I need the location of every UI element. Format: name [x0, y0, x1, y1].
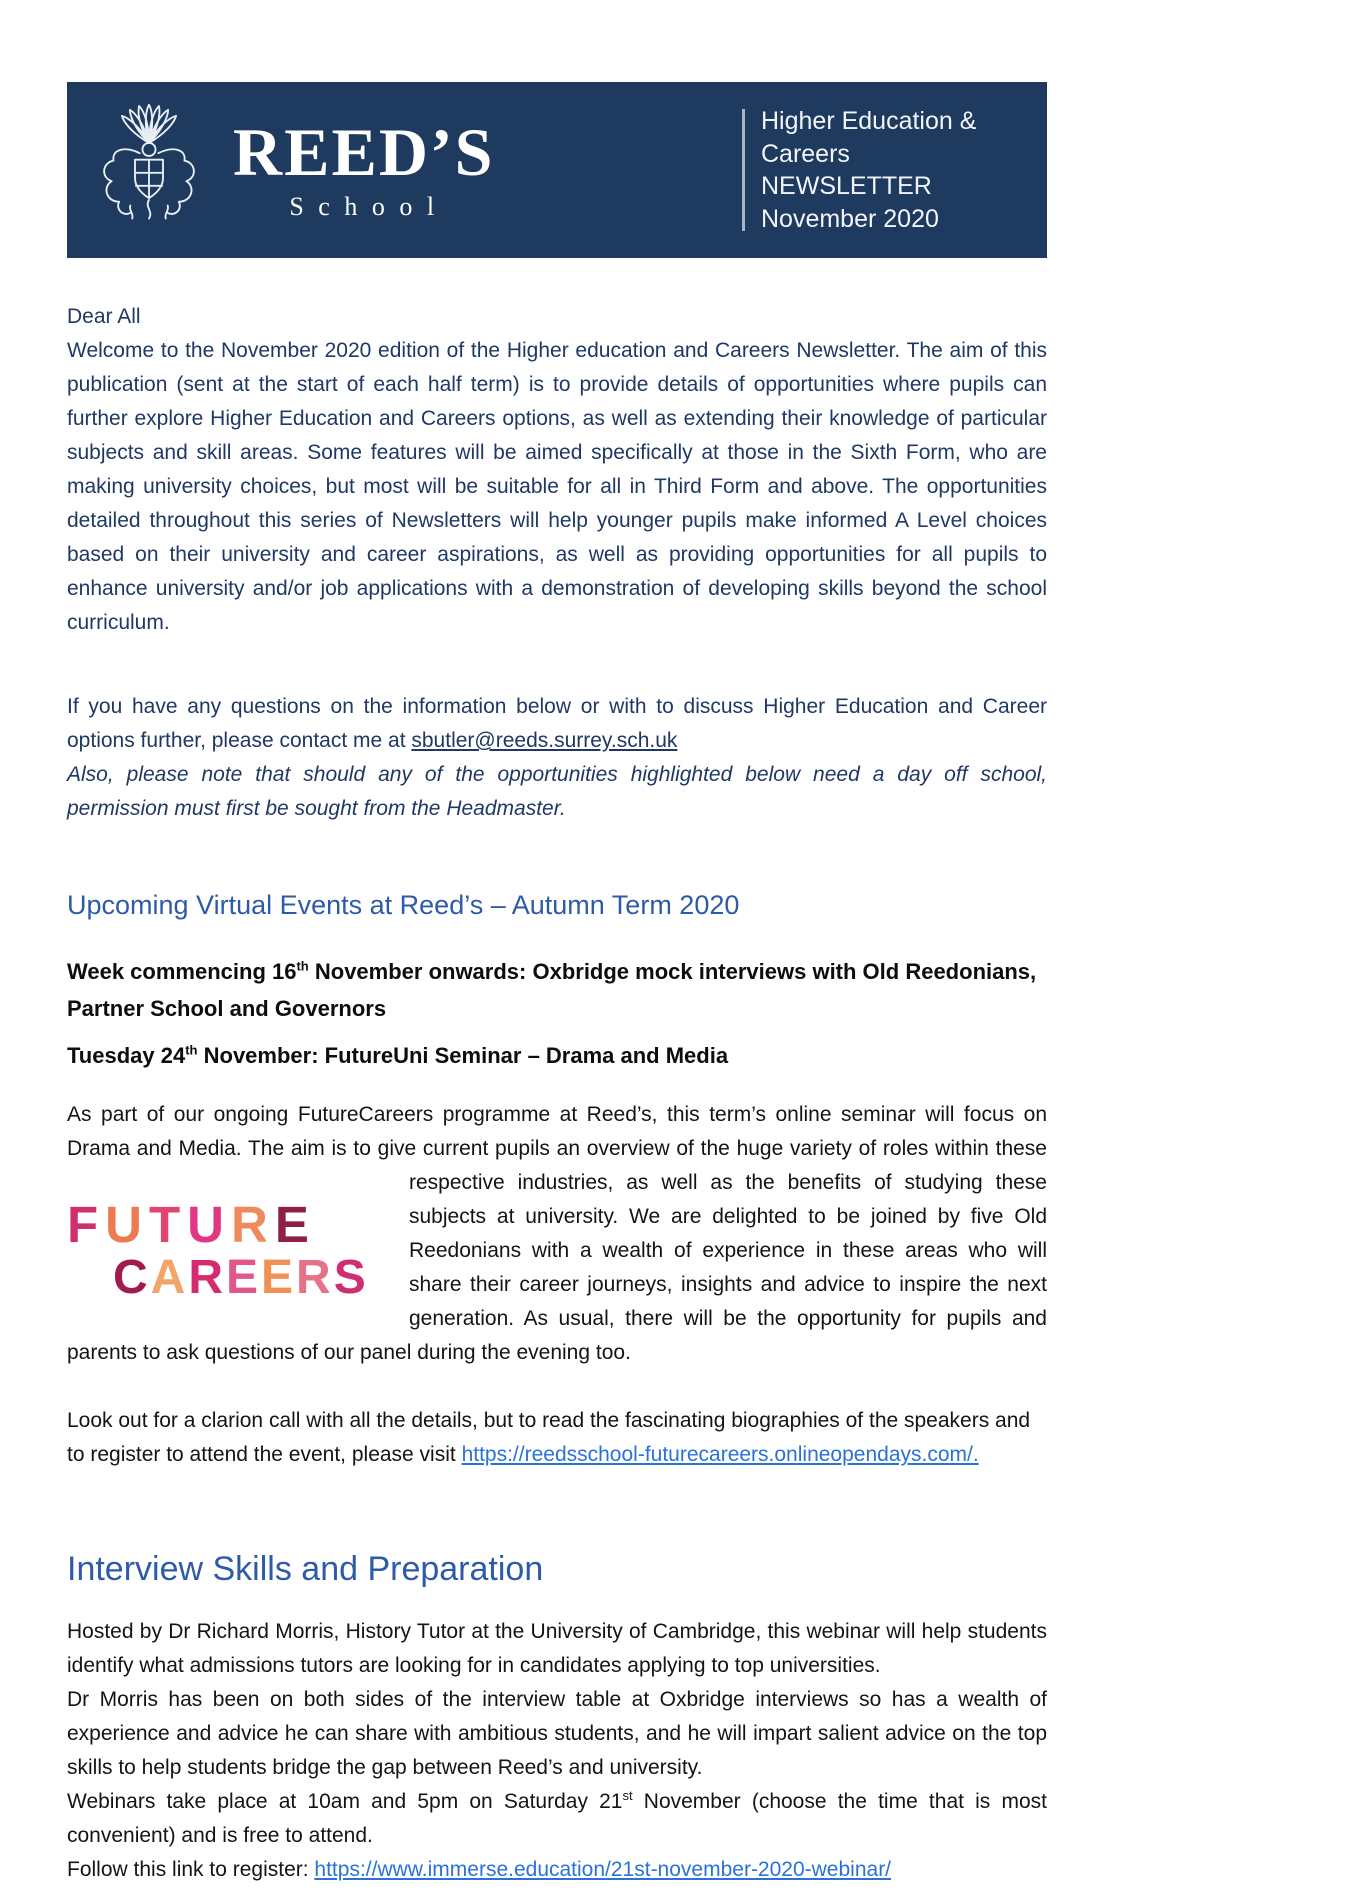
newsletter-title-line3: November 2020	[761, 204, 939, 233]
immerse-link[interactable]: https://www.immerse.education/21st-november-2020-webinar/	[314, 1858, 892, 1881]
event-line-oxbridge	[67, 953, 1047, 1027]
intro-paragraph: Welcome to the November 2020 edition of the Higher education and Careers Newsletter. The aim of this publication (sent at the start of each half term) is to provide details of opportunities where pupils can further explore Higher Education and Careers options, as well as extending their knowledge of particular subjects and skill areas. Some features will be aimed specifically at those in the Sixth Form, who are making university choices, but most will be suitable for all in Third Form and above. The opportunities detailed throughout this series of Newsletters will help younger pupils make informed A Level choices based on their university and career aspirations, as well as providing opportunities for all pupils to enhance university and/or job applications with a demonstration of developing skills beyond the school curriculum.	[67, 339, 1047, 634]
newsletter-title-block	[761, 105, 1023, 235]
event-line-futureuni	[67, 1037, 1047, 1074]
future-careers-logo-line1: FUTURE	[67, 1195, 316, 1253]
event1-ordinal: th	[296, 958, 309, 974]
newsletter-title-line2: NEWSLETTER	[761, 172, 932, 200]
event2-text: Tuesday 24	[67, 1043, 186, 1068]
greeting: Dear All	[67, 305, 141, 328]
event2-text-rest: November: FutureUni Seminar – Drama and Media	[197, 1043, 729, 1068]
register-paragraph	[67, 1404, 1047, 1472]
register-text: Look out for a clarion call with all the details, but to read the fascinating biographies of the speakers and to register to attend the event, please visit	[67, 1409, 1031, 1466]
future-careers-logo-line2: CAREERS	[113, 1250, 369, 1304]
webinar-ordinal: st	[622, 1788, 633, 1803]
futurecareers-paragraph	[67, 1098, 1047, 1370]
permission-note: Also, please note that should any of the opportunities highlighted below need a day off school, permission must first be sought from the Headmaster.	[67, 763, 1047, 820]
follow-link-paragraph	[67, 1853, 1047, 1887]
banner-divider	[742, 109, 745, 231]
webinar-times-paragraph	[67, 1785, 1047, 1853]
header-banner	[67, 82, 1047, 258]
school-subtitle: S c h o o l	[289, 192, 439, 221]
event1-text-rest: November onwards: Oxbridge mock interviews with Old Reedonians,	[308, 959, 1037, 984]
futurecareers-text-after: industries, as well as the benefits of studying these subjects at university. We are delighted to be joined by five Old Reedonians with a wealth of experience in these areas who will share their career journeys, insights and advice to inspire the next generation. As usual, there will be the opportunity for pupils and parents to ask questions of our panel during the evening too.	[67, 1171, 1047, 1364]
contact-paragraph	[67, 690, 1047, 758]
webinar-times-text-rest: November (choose the time that is most convenient) and is free to attend.	[67, 1790, 1047, 1847]
school-name-block	[233, 114, 495, 222]
email-link[interactable]: sbutler@reeds.surrey.sch.uk	[411, 729, 678, 752]
interview-heading: Interview Skills and Preparation	[67, 1550, 544, 1588]
newsletter-page	[67, 82, 1047, 1887]
future-careers-logo	[67, 1176, 383, 1324]
school-crest-icon	[93, 96, 205, 244]
futurecareers-text-before: As part of our ongoing FutureCareers programme at Reed’s, this term’s online seminar will focus on Drama and Media. The aim is to give current pupils an overview of the huge variety of roles within these respective	[67, 1103, 1047, 1194]
interview-paragraph-1: Hosted by Dr Richard Morris, History Tutor at the University of Cambridge, this webinar will help students identify what admissions tutors are looking for in candidates applying to top universities.	[67, 1620, 1047, 1677]
interview-paragraph-2: Dr Morris has been on both sides of the interview table at Oxbridge interviews so has a wealth of experience and advice he can share with ambitious students, and he will impart salient advice on the top skills to help students bridge the gap between Reed’s and university.	[67, 1688, 1047, 1779]
newsletter-title-line1: Higher Education & Careers	[761, 107, 977, 168]
school-name: REED’S	[233, 114, 495, 190]
event-list	[67, 953, 1047, 1074]
webinar-times-text: Webinars take place at 10am and 5pm on Saturday 21	[67, 1790, 623, 1813]
futurecareers-link[interactable]: https://reedsschool-futurecareers.onlineopendays.com/.	[461, 1443, 979, 1466]
event2-ordinal: th	[185, 1042, 198, 1058]
events-heading: Upcoming Virtual Events at Reed’s – Autumn Term 2020	[67, 890, 740, 920]
event1-text: Week commencing 16	[67, 959, 297, 984]
contact-text: If you have any questions on the information below or with to discuss Higher Education and Career options further, please contact me at	[67, 695, 1047, 752]
event1-line2: Partner School and Governors	[67, 996, 387, 1021]
follow-text: Follow this link to register:	[67, 1858, 315, 1881]
